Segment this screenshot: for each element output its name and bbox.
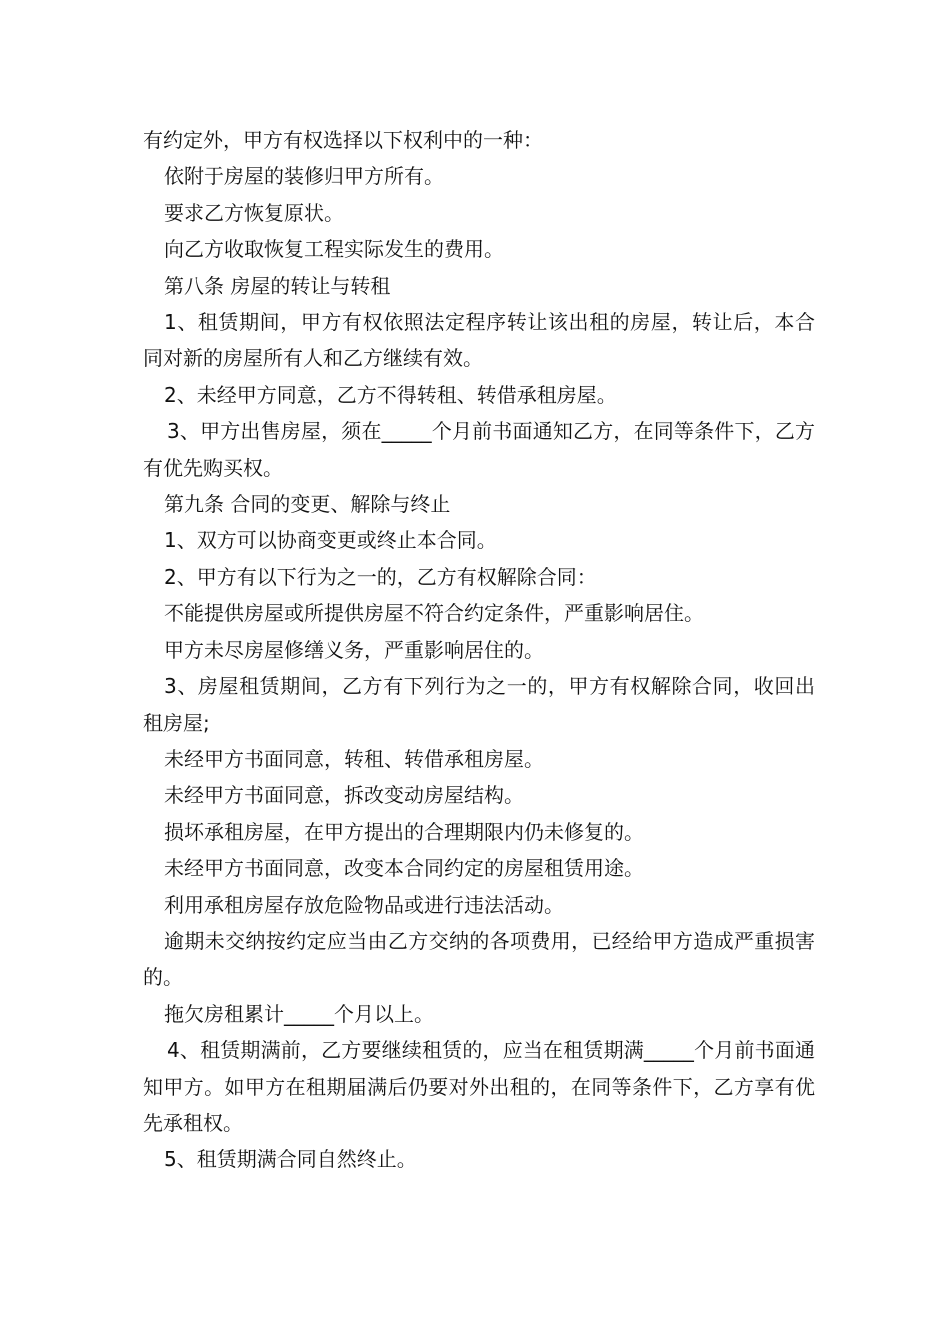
article-9-clause-3-item-7: 拖欠房租累计_____个月以上。 [164,1001,434,1026]
article-9-clause-3-item-5: 利用承租房屋存放危险物品或进行违法活动。 [164,892,564,917]
paragraph-option-restore: 要求乙方恢复原状。 [164,200,344,225]
article-9-heading: 第九条 合同的变更、解除与终止 [164,492,451,517]
article-9-clause-4: 4、租赁期满前，乙方要继续租赁的，应当在租赁期满_____个月前书面通知甲方。如甲方在租期届满后仍要对外出租的，在同等条件下，乙方享有优先承租权。 [143,1038,815,1135]
article-9-clause-2: 2、甲方有以下行为之一的，乙方有权解除合同： [164,564,597,589]
article-9-clause-3-item-4: 未经甲方书面同意，改变本合同约定的房屋租赁用途。 [164,856,644,881]
article-9-clause-2-item-1: 不能提供房屋或所提供房屋不符合约定条件，严重影响居住。 [164,601,704,626]
article-9-clause-5: 5、租赁期满合同自然终止。 [164,1147,417,1172]
article-8-clause-1: 1、租赁期间，甲方有权依照法定程序转让该出租的房屋，转让后，本合同对新的房屋所有人和乙方继续有效。 [143,310,815,371]
article-9-clause-3-item-6: 逾期未交纳按约定应当由乙方交纳的各项费用，已经给甲方造成严重损害的。 [143,928,815,990]
article-8-clause-3: 3、甲方出售房屋，须在_____个月前书面通知乙方，在同等条件下，乙方有优先购买权。 [143,419,815,480]
article-8-heading: 第八条 房屋的转让与转租 [164,273,391,298]
paragraph-option-fee: 向乙方收取恢复工程实际发生的费用。 [164,237,504,262]
article-9-clause-3-item-2: 未经甲方书面同意，拆改变动房屋结构。 [164,783,524,808]
article-9-clause-3-item-3: 损坏承租房屋，在甲方提出的合理期限内仍未修复的。 [164,819,644,844]
paragraph-option-decoration: 依附于房屋的装修归甲方所有。 [164,164,444,189]
article-9-clause-1: 1、双方可以协商变更或终止本合同。 [164,528,497,553]
article-9-clause-3: 3、房屋租赁期间，乙方有下列行为之一的，甲方有权解除合同，收回出租房屋; [143,674,815,735]
article-9-clause-2-item-2: 甲方未尽房屋修缮义务，严重影响居住的。 [164,637,544,662]
article-8-clause-2: 2、未经甲方同意，乙方不得转租、转借承租房屋。 [164,382,617,407]
document-body [143,122,815,1178]
paragraph-continuation: 有约定外，甲方有权选择以下权利中的一种： [143,128,543,152]
article-9-clause-3-item-1: 未经甲方书面同意，转租、转借承租房屋。 [164,746,544,771]
